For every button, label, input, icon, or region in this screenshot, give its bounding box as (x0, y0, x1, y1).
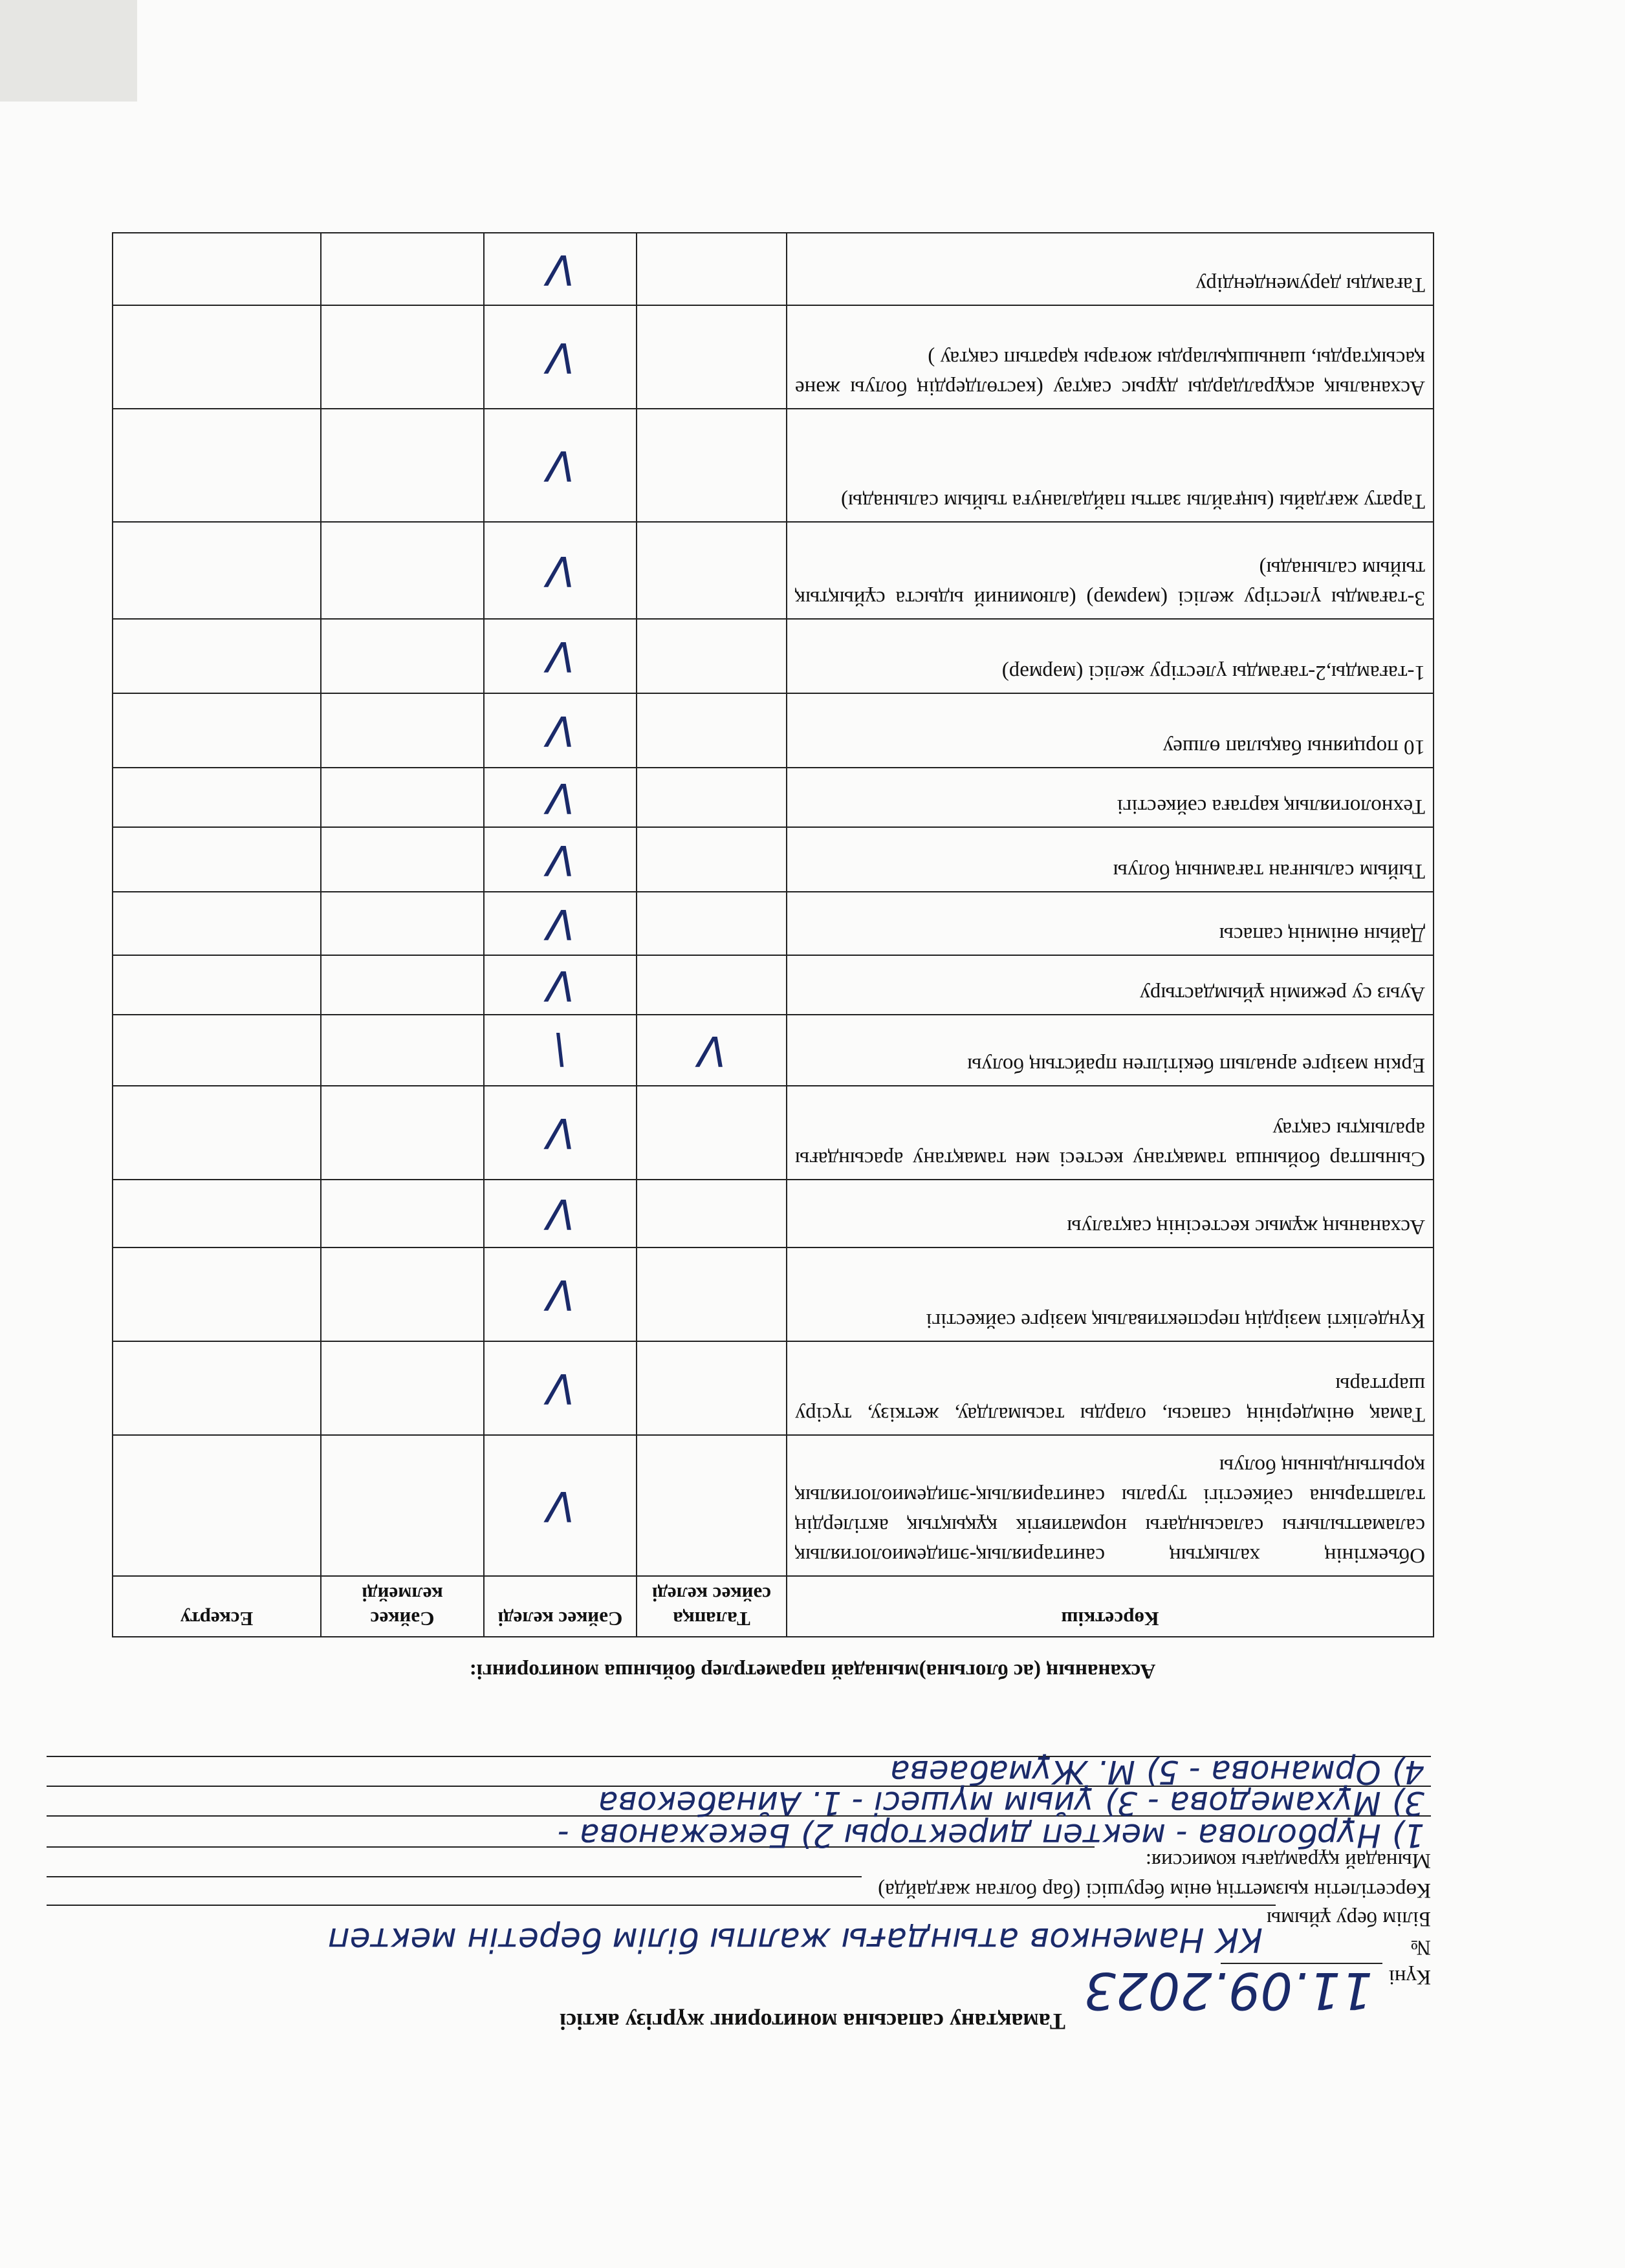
criterion-cell: Технологиялық картаға сәйкестігі (787, 768, 1434, 827)
date-label: Күні (1388, 1965, 1431, 1989)
mark-cell (637, 955, 787, 1015)
criterion-cell: Асхананың жұмыс кестесінің сақталуы (787, 1180, 1434, 1247)
mark-cell (321, 1341, 484, 1435)
criterion-cell: Тыйым салынған тағамның болуы (787, 827, 1434, 892)
organization-handwriting: КК Наменков атындағы жалпы білім беретін мектеп (327, 1920, 1263, 1959)
criterion-cell: Дайын өнімнің сапасы (787, 892, 1434, 955)
mark-cell (637, 1086, 787, 1180)
mark-cell (113, 892, 321, 955)
commission-label: Мынадай құрамдағы комиссия: (1145, 1849, 1431, 1872)
mark-cell (637, 233, 787, 305)
document-title: Тамақтану сапасына мониторинг жүргізу актісі (560, 2009, 1065, 2035)
mark-cell (113, 1435, 321, 1576)
criterion-cell: Асханалық асқұралдарды дұрыс сақтау (кәстөлдердің болуы және қасықтарды, шанышқыларды жоғары қаратып сақтау ) (787, 305, 1434, 409)
mark-cell: V (484, 409, 637, 522)
mark-cell (637, 305, 787, 409)
criterion-cell: 3-тағамды үлестіру желісі (мәрмәр) (алюминий ыдыста сұйықтық тыйым салынады) (787, 522, 1434, 619)
table-row (113, 233, 1434, 305)
section-subheading: Асхананың (ас блогына)мынадай параметрлер бойынша мониторингі: (469, 1659, 1156, 1683)
table-header-row (113, 1576, 1434, 1637)
table-row (113, 892, 1434, 955)
supplier-line (878, 1878, 1431, 1902)
table-row (113, 768, 1434, 827)
mark-cell (113, 1341, 321, 1435)
mark-cell (637, 768, 787, 827)
table-row (113, 827, 1434, 892)
mark-cell (637, 1247, 787, 1341)
table-row (113, 1247, 1434, 1341)
organization-line (1267, 1906, 1431, 1930)
criterion-cell: Тамақ өнімдерінің сапасы, оларды тасымалдау, жеткізу, түсіру шарттары (787, 1341, 1434, 1435)
mark-cell: V (484, 233, 637, 305)
mark-cell (113, 693, 321, 768)
table-row (113, 955, 1434, 1015)
number-label: № (1410, 1936, 1431, 1959)
mark-cell (321, 1086, 484, 1180)
criterion-cell: Ауыз су режимін ұйымдастыру (787, 955, 1434, 1015)
table-row (113, 619, 1434, 693)
supplier-label: Көрсетілетін қызметтің өнім берушісі (бар болған жағдайда) (878, 1879, 1431, 1902)
mark-cell (113, 955, 321, 1015)
mark-cell (321, 892, 484, 955)
scan-shadow (0, 0, 137, 102)
mark-cell (113, 522, 321, 619)
mark-cell (637, 522, 787, 619)
table-row (113, 1435, 1434, 1576)
date-line (1389, 1965, 1431, 1989)
mark-cell: V (484, 955, 637, 1015)
mark-cell: V (484, 1180, 637, 1247)
criterion-cell: Күнделікті мәзірдің перспективалық мәзірге сәйкестігі (787, 1247, 1434, 1341)
mark-cell (321, 233, 484, 305)
mark-cell: V (484, 522, 637, 619)
mark-cell (321, 409, 484, 522)
criterion-cell: Тарату жағдайы (ыңғайлы затты пайдалануға тыйым салынады) (787, 409, 1434, 522)
mark-cell (113, 1180, 321, 1247)
mark-cell: V (484, 827, 637, 892)
mark-cell (113, 619, 321, 693)
mark-cell (321, 768, 484, 827)
supplier-underline (47, 1876, 862, 1877)
commission-handwriting-3: 4) Орманова - 5) М. Жұмабаева (889, 1753, 1424, 1791)
mark-cell (113, 1247, 321, 1341)
criterion-cell: Объектінің халықтың санитариялық-эпидемиологиялық саламаттылығы саласындағы нормативтік құқықтық актілердің талаптарына сәйкестігі туралы санитариялық-эпидемиологиялық қорытындының болуы (787, 1435, 1434, 1576)
header-compliant: Сәйкес келеді (484, 1576, 637, 1637)
header-criterion: Көрсеткіш (787, 1576, 1434, 1637)
table-row (113, 1180, 1434, 1247)
criterion-cell: Еркін мәзірге арналып бекітілген прайстың болуы (787, 1015, 1434, 1086)
commission-handwriting-2: 3) Мұхамедова - 3) ұйым мүшесі - 1. Айнабекова (598, 1784, 1424, 1822)
mark-cell: V (484, 1341, 637, 1435)
criterion-cell: Сыныптар бойынша тамақтану кестесі мен тамақтану арасындағы аралықты сақтау (787, 1086, 1434, 1180)
header-meets-requirements: Талапқа сәйкес келеді (637, 1576, 787, 1637)
table-row (113, 693, 1434, 768)
commission-handwriting-1: 1) Нұрболова - мектеп директоры 2) Бекежанова - (557, 1817, 1424, 1854)
criterion-cell: Тағамды дәрумендендіру (787, 233, 1434, 305)
mark-cell (321, 1180, 484, 1247)
table-row (113, 1015, 1434, 1086)
mark-cell: V (484, 693, 637, 768)
mark-cell (321, 955, 484, 1015)
criterion-cell: 1-тағамды,2-тағамды үлестіру желісі (мәрмәр) (787, 619, 1434, 693)
mark-cell (113, 827, 321, 892)
mark-cell (113, 768, 321, 827)
mark-cell (637, 892, 787, 955)
mark-cell (321, 619, 484, 693)
table-row (113, 1341, 1434, 1435)
mark-cell (113, 1086, 321, 1180)
mark-cell: V (484, 892, 637, 955)
mark-cell (321, 522, 484, 619)
table-row (113, 522, 1434, 619)
mark-cell: V (637, 1015, 787, 1086)
mark-cell (321, 1015, 484, 1086)
mark-cell (321, 827, 484, 892)
table-row (113, 409, 1434, 522)
mark-cell (637, 1435, 787, 1576)
table-row (113, 1086, 1434, 1180)
table-row (113, 305, 1434, 409)
organization-underline (47, 1905, 1276, 1906)
monitoring-table (112, 232, 1434, 1637)
mark-cell (637, 1180, 787, 1247)
mark-cell: V (484, 1086, 637, 1180)
header-non-compliant: Сәйкес келмейді (321, 1576, 484, 1637)
mark-cell (321, 693, 484, 768)
mark-cell (637, 409, 787, 522)
number-line (1411, 1935, 1432, 1959)
mark-cell (113, 409, 321, 522)
mark-cell (321, 1435, 484, 1576)
mark-cell: V (484, 1247, 637, 1341)
date-handwriting: 11.09.2023 (1084, 1961, 1373, 2019)
mark-cell (113, 233, 321, 305)
mark-cell (113, 1015, 321, 1086)
mark-cell: V (484, 1435, 637, 1576)
mark-cell (637, 827, 787, 892)
mark-cell: V (484, 768, 637, 827)
mark-cell: \ (484, 1015, 637, 1086)
mark-cell (321, 1247, 484, 1341)
mark-cell (113, 305, 321, 409)
mark-cell: V (484, 619, 637, 693)
organization-label: Білім беру ұйымы (1266, 1907, 1431, 1930)
criterion-cell: 10 порцияны бақылап өлшеу (787, 693, 1434, 768)
mark-cell (637, 693, 787, 768)
mark-cell: V (484, 305, 637, 409)
mark-cell (637, 619, 787, 693)
mark-cell (637, 1341, 787, 1435)
mark-cell (321, 305, 484, 409)
header-note: Ескерту (113, 1576, 321, 1637)
